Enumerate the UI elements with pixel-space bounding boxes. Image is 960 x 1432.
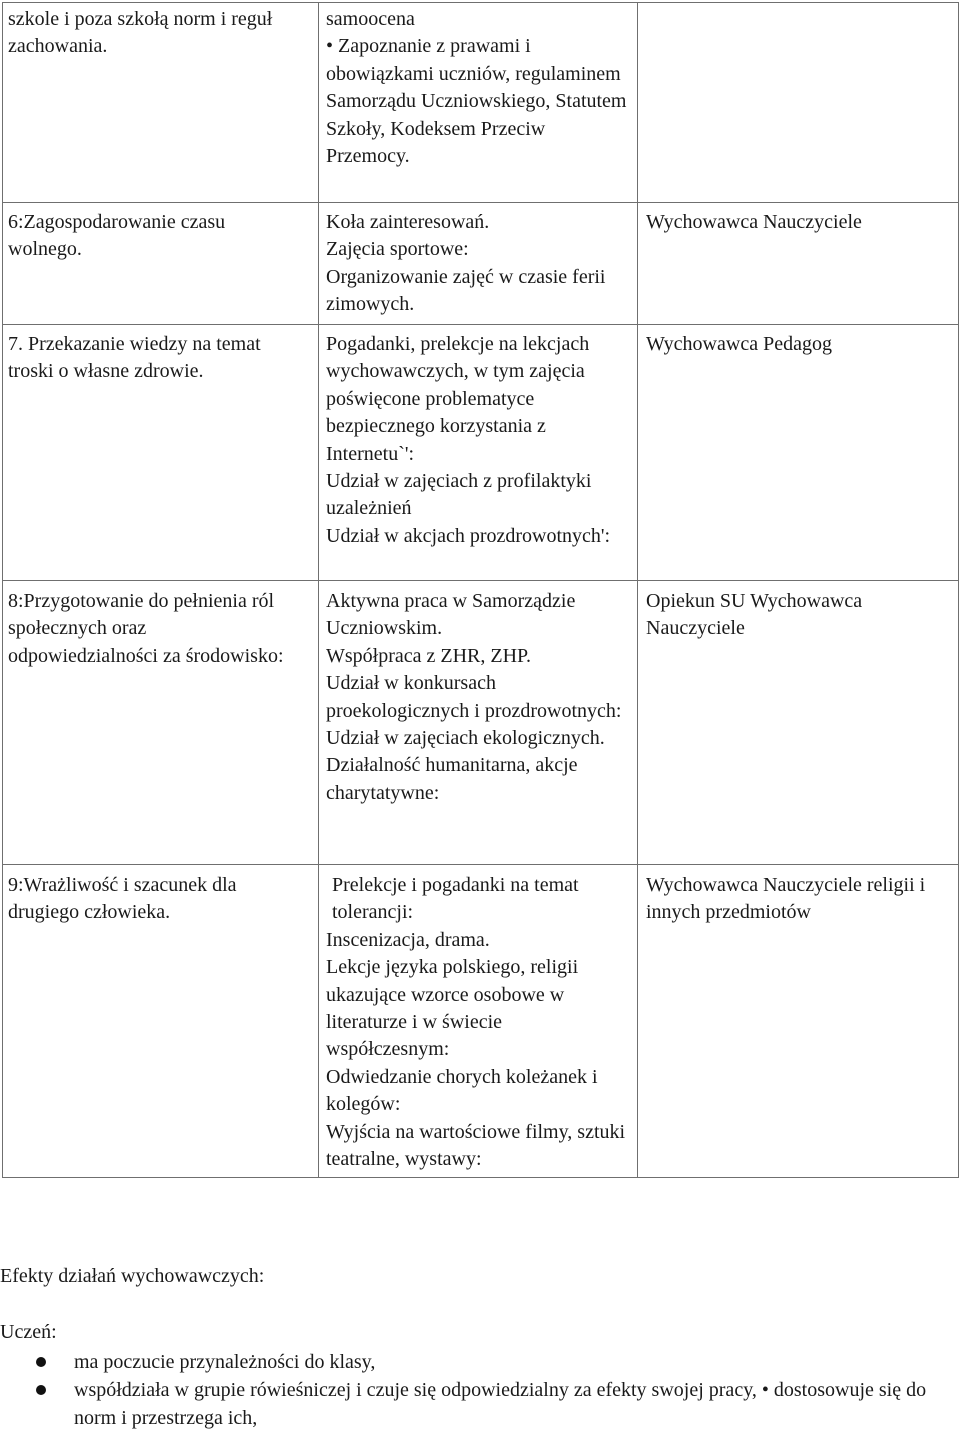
row-divider-1 [2,202,959,203]
table-border-bottom [2,1177,959,1178]
row-0-goal: szkole i poza szkołą norm i reguł zachowania. [8,8,273,58]
bullet-icon [36,1357,46,1367]
effects-subject: Uczeń: [0,1321,57,1343]
list-item [36,1348,936,1376]
form-line: Udział w konkursach proekologicznych i prozdrowotnych: [326,672,622,722]
effects-heading: Efekty działań wychowawczych: [0,1265,265,1287]
form-line: Udział w zajęciach ekologicznych. [326,727,605,750]
form-line: Koła zainteresowań. [326,211,490,233]
form-line: Organizowanie zajęć w czasie ferii zimowych. [326,265,606,316]
effects-list [36,1348,936,1432]
row-1-responsible: Wychowawca Nauczyciele [646,211,862,233]
form-line: samoocena [326,8,415,30]
form-line: Prelekcje i pogadanki na temat tolerancji: [332,874,579,924]
list-item-text: ma poczucie przynależności do klasy, [74,1351,376,1373]
table-border-right [958,2,959,1178]
row-0-forms [326,6,630,170]
form-line: Lekcje języka polskiego, religii ukazujące wzorce osobowe w literaturze i w świecie współczesnym: [326,956,579,1061]
list-item-text: współdziała w grupie rówieśniczej i czuje się odpowiedzialny za efekty swojej pracy, • dostosowuje się do norm i przestrzega ich, [74,1379,927,1429]
list-item [36,1376,936,1432]
row-1-goal: 6:Zagospodarowanie czasu wolnego. [8,211,226,261]
row-2-forms [326,331,630,550]
bullet-icon [36,1385,46,1395]
form-line: Udział w zajęciach z profilaktyki uzależnień [326,470,592,520]
row-divider-2 [2,324,959,325]
form-line: Wyjścia na wartościowe filmy, sztuki teatralne, wystawy: [326,1120,626,1171]
form-line: Pogadanki, prelekcje na lekcjach wychowawczych, w tym zajęcia poświęcone problematyce bezpiecznego korzystania z Internetu`': [326,333,590,465]
table-border-top [2,2,959,3]
row-4-goal: 9:Wrażliwość i szacunek dla drugiego człowieka. [8,874,237,924]
form-line: Odwiedzanie chorych koleżanek i kolegów: [326,1065,598,1116]
row-divider-3 [2,580,959,581]
row-2-responsible: Wychowawca Pedagog [646,333,832,355]
row-1-forms [326,209,630,319]
form-line: Zajęcia sportowe: [326,238,469,261]
row-3-responsible: Opiekun SU Wychowawca Nauczyciele [646,590,863,640]
row-divider-4 [2,864,959,865]
row-3-forms [326,588,630,807]
form-line: • Zapoznanie z prawami i obowiązkami uczniów, regulaminem Samorządu Uczniowskiego, Statutem Szkoły, Kodeksem Przeciw Przemocy. [326,35,627,168]
row-3-goal: 8:Przygotowanie do pełnienia ról społecznych oraz odpowiedzialności za środowisko: [8,590,284,667]
form-line: Udział w akcjach prozdrowotnych': [326,524,611,547]
form-line: Działalność humanitarna, akcje charytatywne: [326,754,578,804]
form-line: Inscenizacja, drama. [326,928,490,951]
row-4-forms [326,872,630,1173]
form-line: Współpraca z ZHR, ZHP. [326,644,531,667]
row-2-goal: 7. Przekazanie wiedzy na temat troski o własne zdrowie. [8,333,261,383]
row-4-responsible: Wychowawca Nauczyciele religii i innych przedmiotów [646,874,926,924]
table-divider-1 [318,2,319,1178]
table-border-left [2,2,3,1178]
table-divider-2 [637,2,638,1178]
form-line: Aktywna praca w Samorządzie Uczniowskim. [326,590,576,640]
